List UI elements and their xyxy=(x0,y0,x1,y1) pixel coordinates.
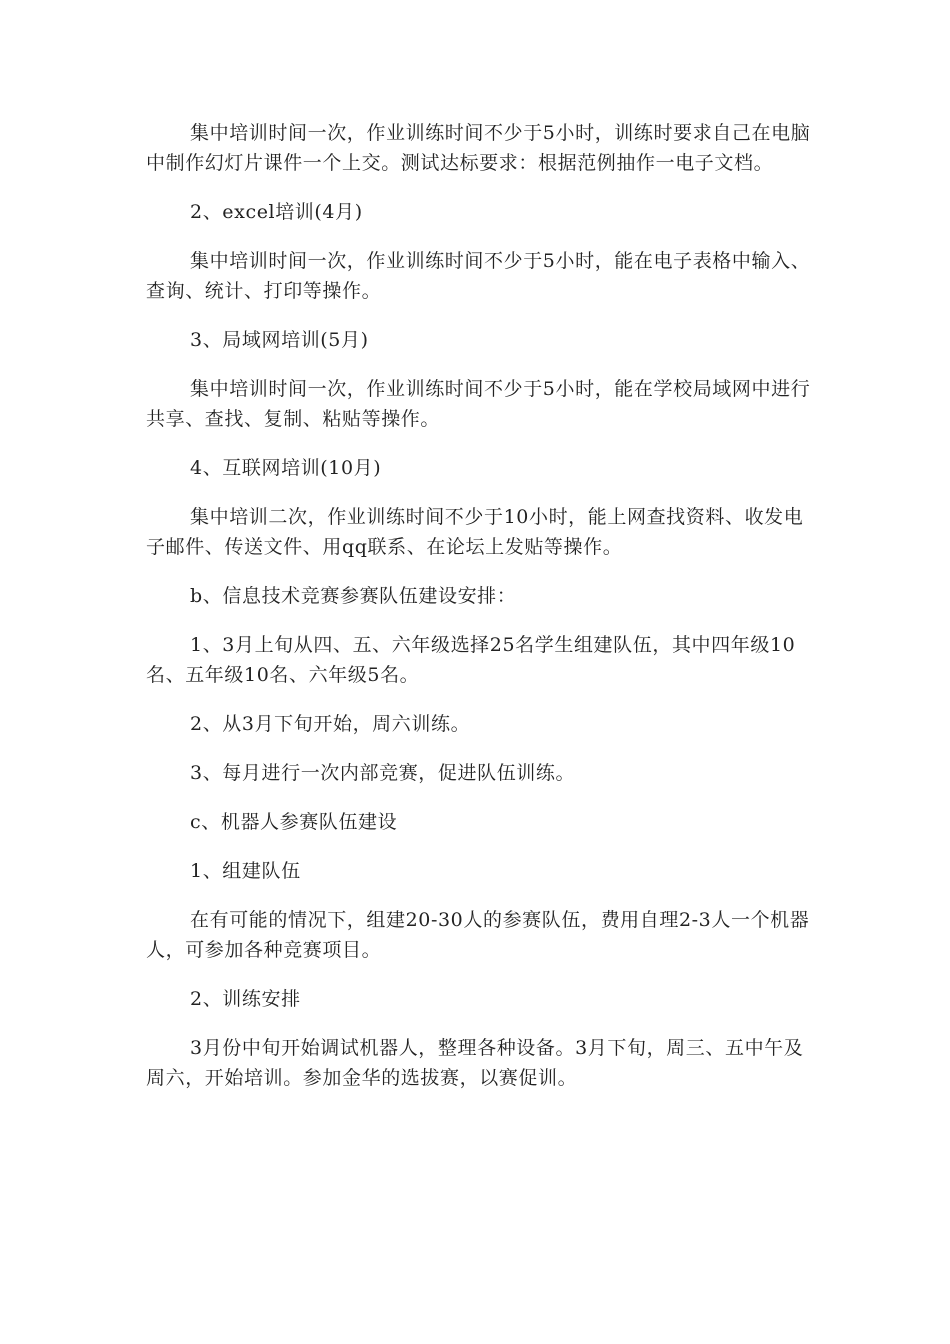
paragraph-internet-training-detail: 集中培训二次，作业训练时间不少于10小时，能上网查找资料、收发电子邮件、传送文件、用qq联系、在论坛上发贴等操作。 xyxy=(146,506,804,558)
list-item-team-selection: 1、3月上旬从四、五、六年级选择25名学生组建队伍，其中四年级10名、五年级10名、六年级5名。 xyxy=(146,634,796,686)
paragraph-lan-training-detail: 集中培训时间一次，作业训练时间不少于5小时，能在学校局域网中进行共享、查找、复制、粘贴等操作。 xyxy=(146,378,811,430)
list-item-monthly-competition: 3、每月进行一次内部竞赛，促进队伍训练。 xyxy=(190,762,576,784)
heading-form-team: 1、组建队伍 xyxy=(190,860,301,882)
document-body xyxy=(146,118,811,1112)
paragraph-excel-training-detail: 集中培训时间一次，作业训练时间不少于5小时，能在电子表格中输入、查询、统计、打印等操作。 xyxy=(146,250,811,302)
heading-robot-team: c、机器人参赛队伍建设 xyxy=(190,811,398,833)
heading-training-schedule: 2、训练安排 xyxy=(190,988,301,1010)
heading-excel-training: 2、excel培训(4月) xyxy=(190,201,363,223)
paragraph-training-schedule-detail: 3月份中旬开始调试机器人，整理各种设备。3月下旬，周三、五中午及周六，开始培训。参加金华的选拔赛，以赛促训。 xyxy=(146,1037,804,1089)
heading-internet-training: 4、互联网培训(10月) xyxy=(190,457,382,479)
heading-it-competition-team: b、信息技术竞赛参赛队伍建设安排： xyxy=(190,585,517,607)
paragraph-form-team-detail: 在有可能的情况下，组建20-30人的参赛队伍，费用自理2-3人一个机器人，可参加各种竞赛项目。 xyxy=(146,909,810,961)
heading-lan-training: 3、局域网培训(5月) xyxy=(190,329,369,351)
paragraph-ppt-training-detail: 集中培训时间一次，作业训练时间不少于5小时，训练时要求自己在电脑中制作幻灯片课件一个上交。测试达标要求：根据范例抽作一电子文档。 xyxy=(146,122,811,174)
list-item-saturday-training: 2、从3月下旬开始，周六训练。 xyxy=(190,713,471,735)
